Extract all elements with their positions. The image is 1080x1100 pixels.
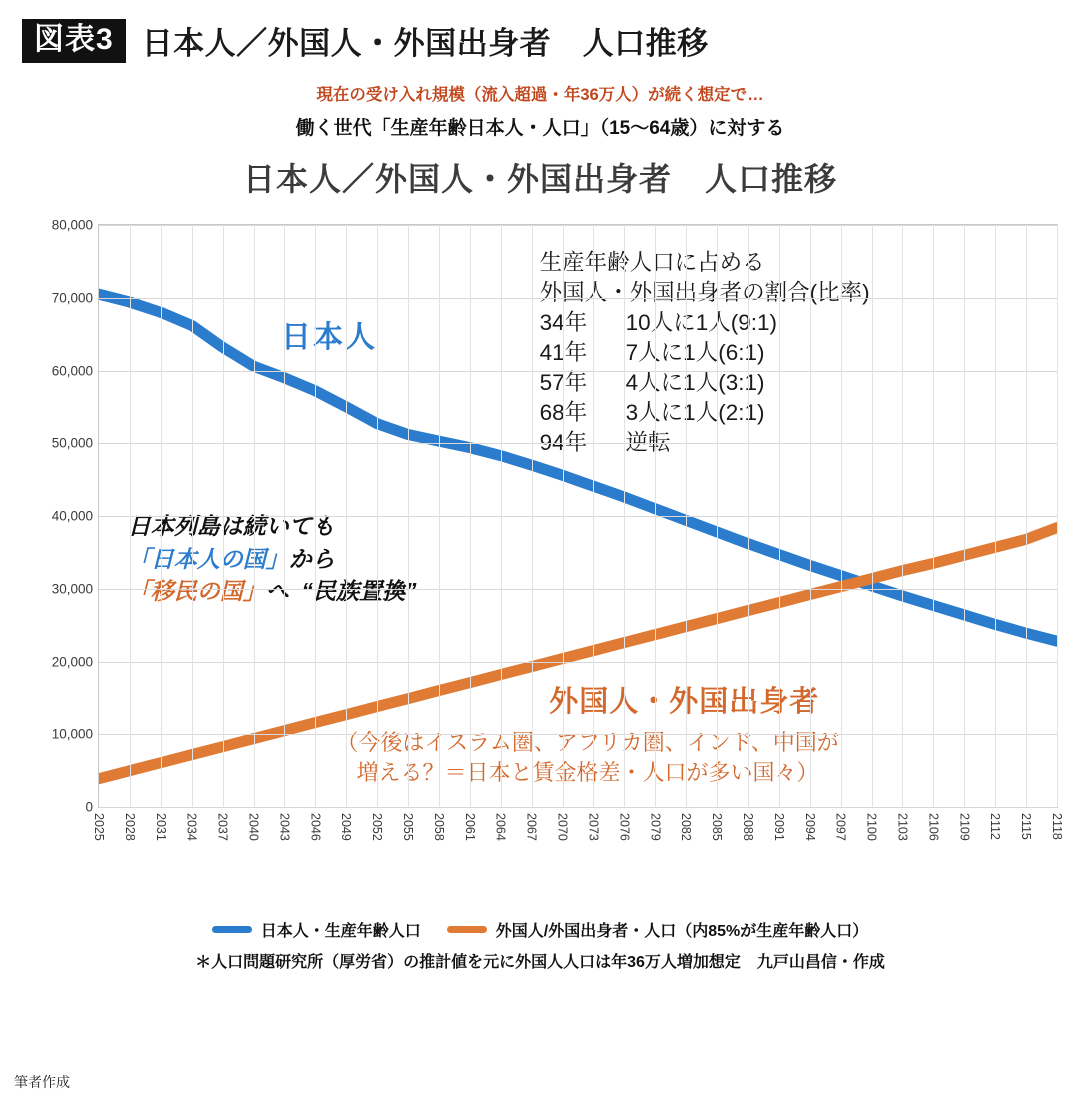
x-axis-tick-label: 2091 [771,813,786,841]
x-gridline [902,225,903,807]
x-gridline [439,225,440,807]
subtitle-premise: 現在の受け入れ規模（流入超過・年36万人）が続く想定で… [316,86,764,104]
y-gridline [99,734,1057,735]
x-gridline [346,225,347,807]
x-gridline [470,225,471,807]
x-gridline [779,225,780,807]
x-axis-tick-label: 2034 [184,813,199,841]
y-axis-tick-label: 10,000 [51,726,93,742]
x-gridline [872,225,873,807]
chart-legend [0,918,1080,941]
ratio-row-year: 68年 [539,399,588,425]
x-axis-tick-label: 2109 [957,813,972,841]
commentary-line3-mid: へ [265,578,289,605]
page-title: 日本人／外国人・外国出身者 人口推移 [141,26,709,61]
x-gridline [315,225,316,807]
x-axis-tick-label: 2067 [524,813,539,841]
x-axis-tick-label: 2028 [122,813,137,841]
legend-item [212,918,421,941]
x-axis-tick-label: 2088 [740,813,755,841]
y-axis-tick-label: 60,000 [51,363,93,378]
x-gridline [130,225,131,807]
x-gridline [810,225,811,807]
ratio-row-year: 34年 [539,310,588,336]
ratio-row-value: 10人に1人(9:1) [625,310,777,336]
y-gridline [99,807,1057,808]
ratio-row-value: 7人に1人(6:1) [625,340,765,366]
x-gridline [1026,225,1027,807]
legend-label: 日本人・生産年齢人口 [260,923,421,940]
x-axis-tick-label: 2112 [988,813,1003,840]
x-axis-tick-label: 2046 [308,813,323,841]
ratio-annotation-box [540,248,870,457]
y-gridline [99,371,1057,372]
ratio-row-value: 4人に1人(3:1) [625,369,765,395]
commentary-line1: 日本列島は続いても [127,513,335,540]
y-gridline [99,298,1057,299]
x-axis-tick-label: 2064 [493,813,508,841]
x-axis-tick-label: 2103 [895,813,910,841]
y-axis-tick-label: 0 [85,799,93,815]
x-axis-tick-label: 2073 [586,813,601,841]
x-axis-tick-label: 2070 [555,813,570,841]
x-axis-tick-label: 2082 [679,813,694,841]
x-axis-tick-label: 2115 [1019,813,1034,840]
x-gridline [254,225,255,807]
commentary-line2 [128,543,417,576]
x-axis-tick-label: 2049 [339,813,354,841]
x-gridline [964,225,965,807]
plot-area [51,217,1064,841]
chart-title: 日本人／外国人・外国出身者 人口推移 [242,161,837,197]
legend-item [447,918,868,941]
source-note: ＊人口問題研究所（厚労省）の推計値を元に外国人人口は年36万人増加想定 九戸山昌信・作成 [195,954,885,971]
y-gridline [99,443,1057,444]
x-axis-tick-label: 2076 [617,813,632,841]
x-axis-tick-label: 2097 [833,813,848,841]
series-label-japanese: 日本人 [281,321,378,355]
x-axis-tick-label: 2055 [401,813,416,841]
x-axis-tick-label: 2100 [864,813,879,841]
y-gridline [99,662,1057,663]
x-gridline [284,225,285,807]
y-axis-tick-label: 30,000 [51,581,93,597]
x-gridline [933,225,934,807]
y-gridline [99,225,1057,226]
commentary-line3 [128,575,417,608]
x-gridline [161,225,162,807]
ratio-row-year: 41年 [539,340,588,366]
y-axis-tick-label: 80,000 [51,217,93,233]
x-gridline [841,225,842,807]
commentary-line2-quote: 「日本人の国」 [127,545,289,572]
x-axis-tick-label: 2052 [370,813,385,841]
ratio-title-line1: 生産年齢人口に占める [539,250,765,276]
x-gridline [686,225,687,807]
ratio-title-line2: 外国人・外国出身者の割合(比率) [539,280,870,306]
x-gridline [748,225,749,807]
x-gridline [995,225,996,807]
x-gridline [655,225,656,807]
y-axis-tick-label: 50,000 [51,435,93,451]
ratio-row [540,308,870,338]
x-axis-tick-label: 2079 [648,813,663,841]
legend-swatch [447,926,487,933]
ratio-row [540,398,870,428]
subtitle-scope: 働く世代「生産年齢日本人・人口」（15〜64歳）に対する [295,118,785,139]
x-gridline [532,225,533,807]
x-gridline [1057,225,1058,807]
x-axis-tick-label: 2040 [246,813,261,841]
ratio-row [540,338,870,368]
x-axis-tick-label: 2061 [462,813,477,841]
ratio-row-year: 94年 [539,429,588,455]
x-gridline [377,225,378,807]
x-axis-tick-label: 2106 [926,813,941,841]
page-header [0,0,1080,63]
x-gridline [563,225,564,807]
ratio-row [540,368,870,398]
ratio-row-value: 3人に1人(2:1) [625,399,765,425]
chart-container [14,216,1066,916]
y-gridline [99,589,1057,590]
x-axis-tick-label: 2043 [277,813,292,841]
y-axis-tick-label: 20,000 [51,654,93,669]
series-label-foreign: 外国人・外国出身者 [549,685,820,718]
x-axis-tick-label: 2085 [710,813,725,841]
y-axis-tick-label: 70,000 [51,290,93,306]
foreign-note-annotation [252,728,923,787]
x-gridline [593,225,594,807]
figure-badge: 図表3 [22,19,126,63]
y-axis-tick-label: 40,000 [51,508,93,524]
x-gridline [501,225,502,807]
legend-label: 外国人/外国出身者・人口（内85%が生産年齢人口） [495,923,869,940]
x-axis-tick-label: 2058 [431,813,446,841]
x-axis-tick-label: 2025 [92,813,106,841]
x-axis-tick-label: 2031 [153,813,168,841]
ratio-row-year: 57年 [539,369,588,395]
commentary-line3-emph: “民族置換” [301,578,417,605]
x-gridline [192,225,193,807]
x-axis-tick-label: 2118 [1050,813,1064,840]
commentary-line3-quote: 「移民の国」 [127,578,266,605]
foreign-note-line1: （今後はイスラム圏、アフリカ圏、インド、中国が [336,730,839,756]
x-gridline [223,225,224,807]
credit-note: 筆者作成 [14,1074,70,1090]
legend-swatch [212,926,252,933]
foreign-note-line2: 増える？＝日本と賃金格差・人口が多い国々） [356,760,819,786]
commentary-annotation [128,510,417,608]
x-gridline [408,225,409,807]
x-gridline [717,225,718,807]
y-gridline [99,516,1057,517]
x-axis-tick-label: 2037 [215,813,230,841]
commentary-line2-tail: から [288,545,335,572]
x-gridline [624,225,625,807]
ratio-row-value: 逆転 [625,429,671,455]
x-axis-tick-label: 2094 [802,813,817,841]
